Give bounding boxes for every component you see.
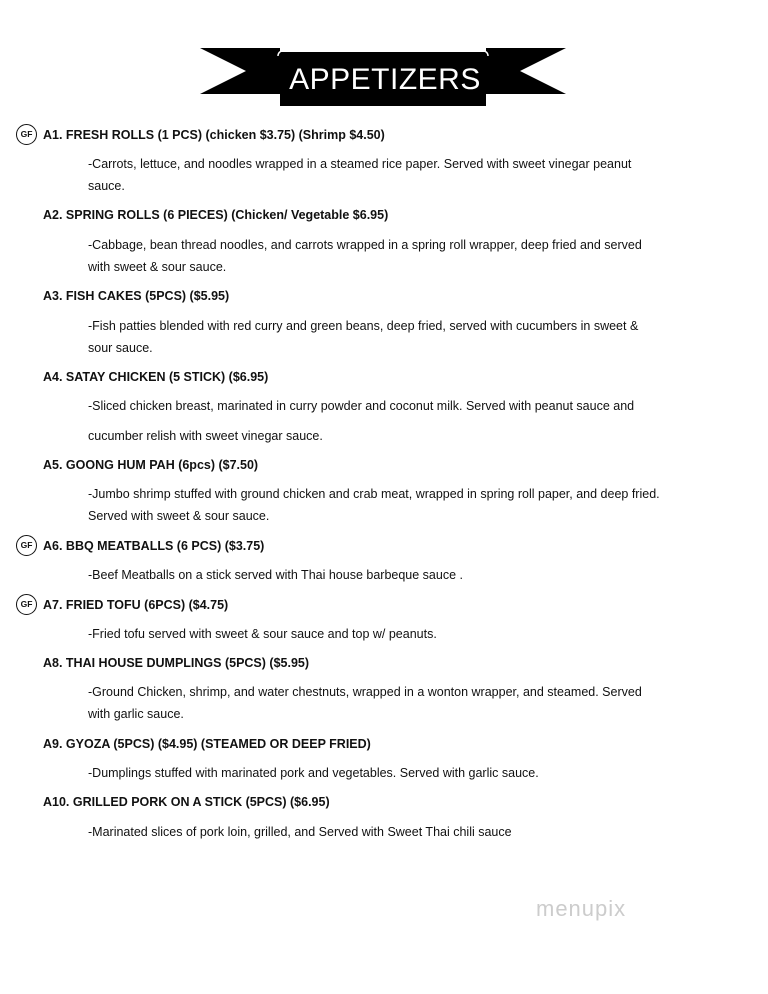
menu-item-title: A1. FRESH ROLLS (1 PCS) (chicken $3.75) (Shrimp $4.50) [43, 128, 385, 142]
menu-item-title: A6. BBQ MEATBALLS (6 PCS) ($3.75) [43, 539, 265, 553]
gluten-free-badge: GF [16, 594, 37, 615]
menu-item-description: -Carrots, lettuce, and noodles wrapped in a steamed rice paper. Served with sweet vinegar peanut [88, 157, 632, 171]
menu-item-description: -Fried tofu served with sweet & sour sauce and top w/ peanuts. [88, 627, 437, 641]
menu-item-description: -Ground Chicken, shrimp, and water chestnuts, wrapped in a wonton wrapper, and steamed. Served [88, 685, 642, 699]
menu-item-title: A7. FRIED TOFU (6PCS) ($4.75) [43, 598, 229, 612]
menu-item-description: -Fish patties blended with red curry and green beans, deep fried, served with cucumbers in sweet & [88, 319, 639, 333]
menu-item-title: A9. GYOZA (5PCS) ($4.95) (STEAMED OR DEEP FRIED) [43, 737, 371, 751]
menu-item-description: with garlic sauce. [88, 707, 184, 721]
menu-item-description: Served with sweet & sour sauce. [88, 509, 270, 523]
menu-item-title: A10. GRILLED PORK ON A STICK (5PCS) ($6.95) [43, 795, 330, 809]
menu-item-title: A3. FISH CAKES (5PCS) ($5.95) [43, 289, 230, 303]
menu-item-description: sour sauce. [88, 341, 153, 355]
menu-item-description: with sweet & sour sauce. [88, 260, 227, 274]
menu-item-title: A5. GOONG HUM PAH (6pcs) ($7.50) [43, 458, 259, 472]
menu-item-title: A4. SATAY CHICKEN (5 STICK) ($6.95) [43, 370, 269, 384]
menu-item-description: -Sliced chicken breast, marinated in curry powder and coconut milk. Served with peanut sauce and [88, 399, 635, 413]
section-title: APPETIZERS [289, 63, 481, 96]
menu-item-description: -Beef Meatballs on a stick served with Thai house barbeque sauce . [88, 568, 463, 582]
menu-item-description: cucumber relish with sweet vinegar sauce. [88, 429, 323, 443]
menu-item-description: -Dumplings stuffed with marinated pork and vegetables. Served with garlic sauce. [88, 766, 539, 780]
gluten-free-badge: GF [16, 535, 37, 556]
menu-item-description: sauce. [88, 179, 125, 193]
menu-item-description: -Marinated slices of pork loin, grilled, and Served with Sweet Thai chili sauce [88, 825, 512, 839]
menu-item-description: -Cabbage, bean thread noodles, and carrots wrapped in a spring roll wrapper, deep fried and served [88, 238, 642, 252]
menu-item-title: A8. THAI HOUSE DUMPLINGS (5PCS) ($5.95) [43, 656, 310, 670]
menu-item-title: A2. SPRING ROLLS (6 PIECES) (Chicken/ Vegetable $6.95) [43, 208, 389, 222]
watermark: menupix [536, 896, 627, 921]
menu-item-description: -Jumbo shrimp stuffed with ground chicken and crab meat, wrapped in spring roll paper, and deep fried. [88, 487, 660, 501]
gluten-free-badge: GF [16, 124, 37, 145]
